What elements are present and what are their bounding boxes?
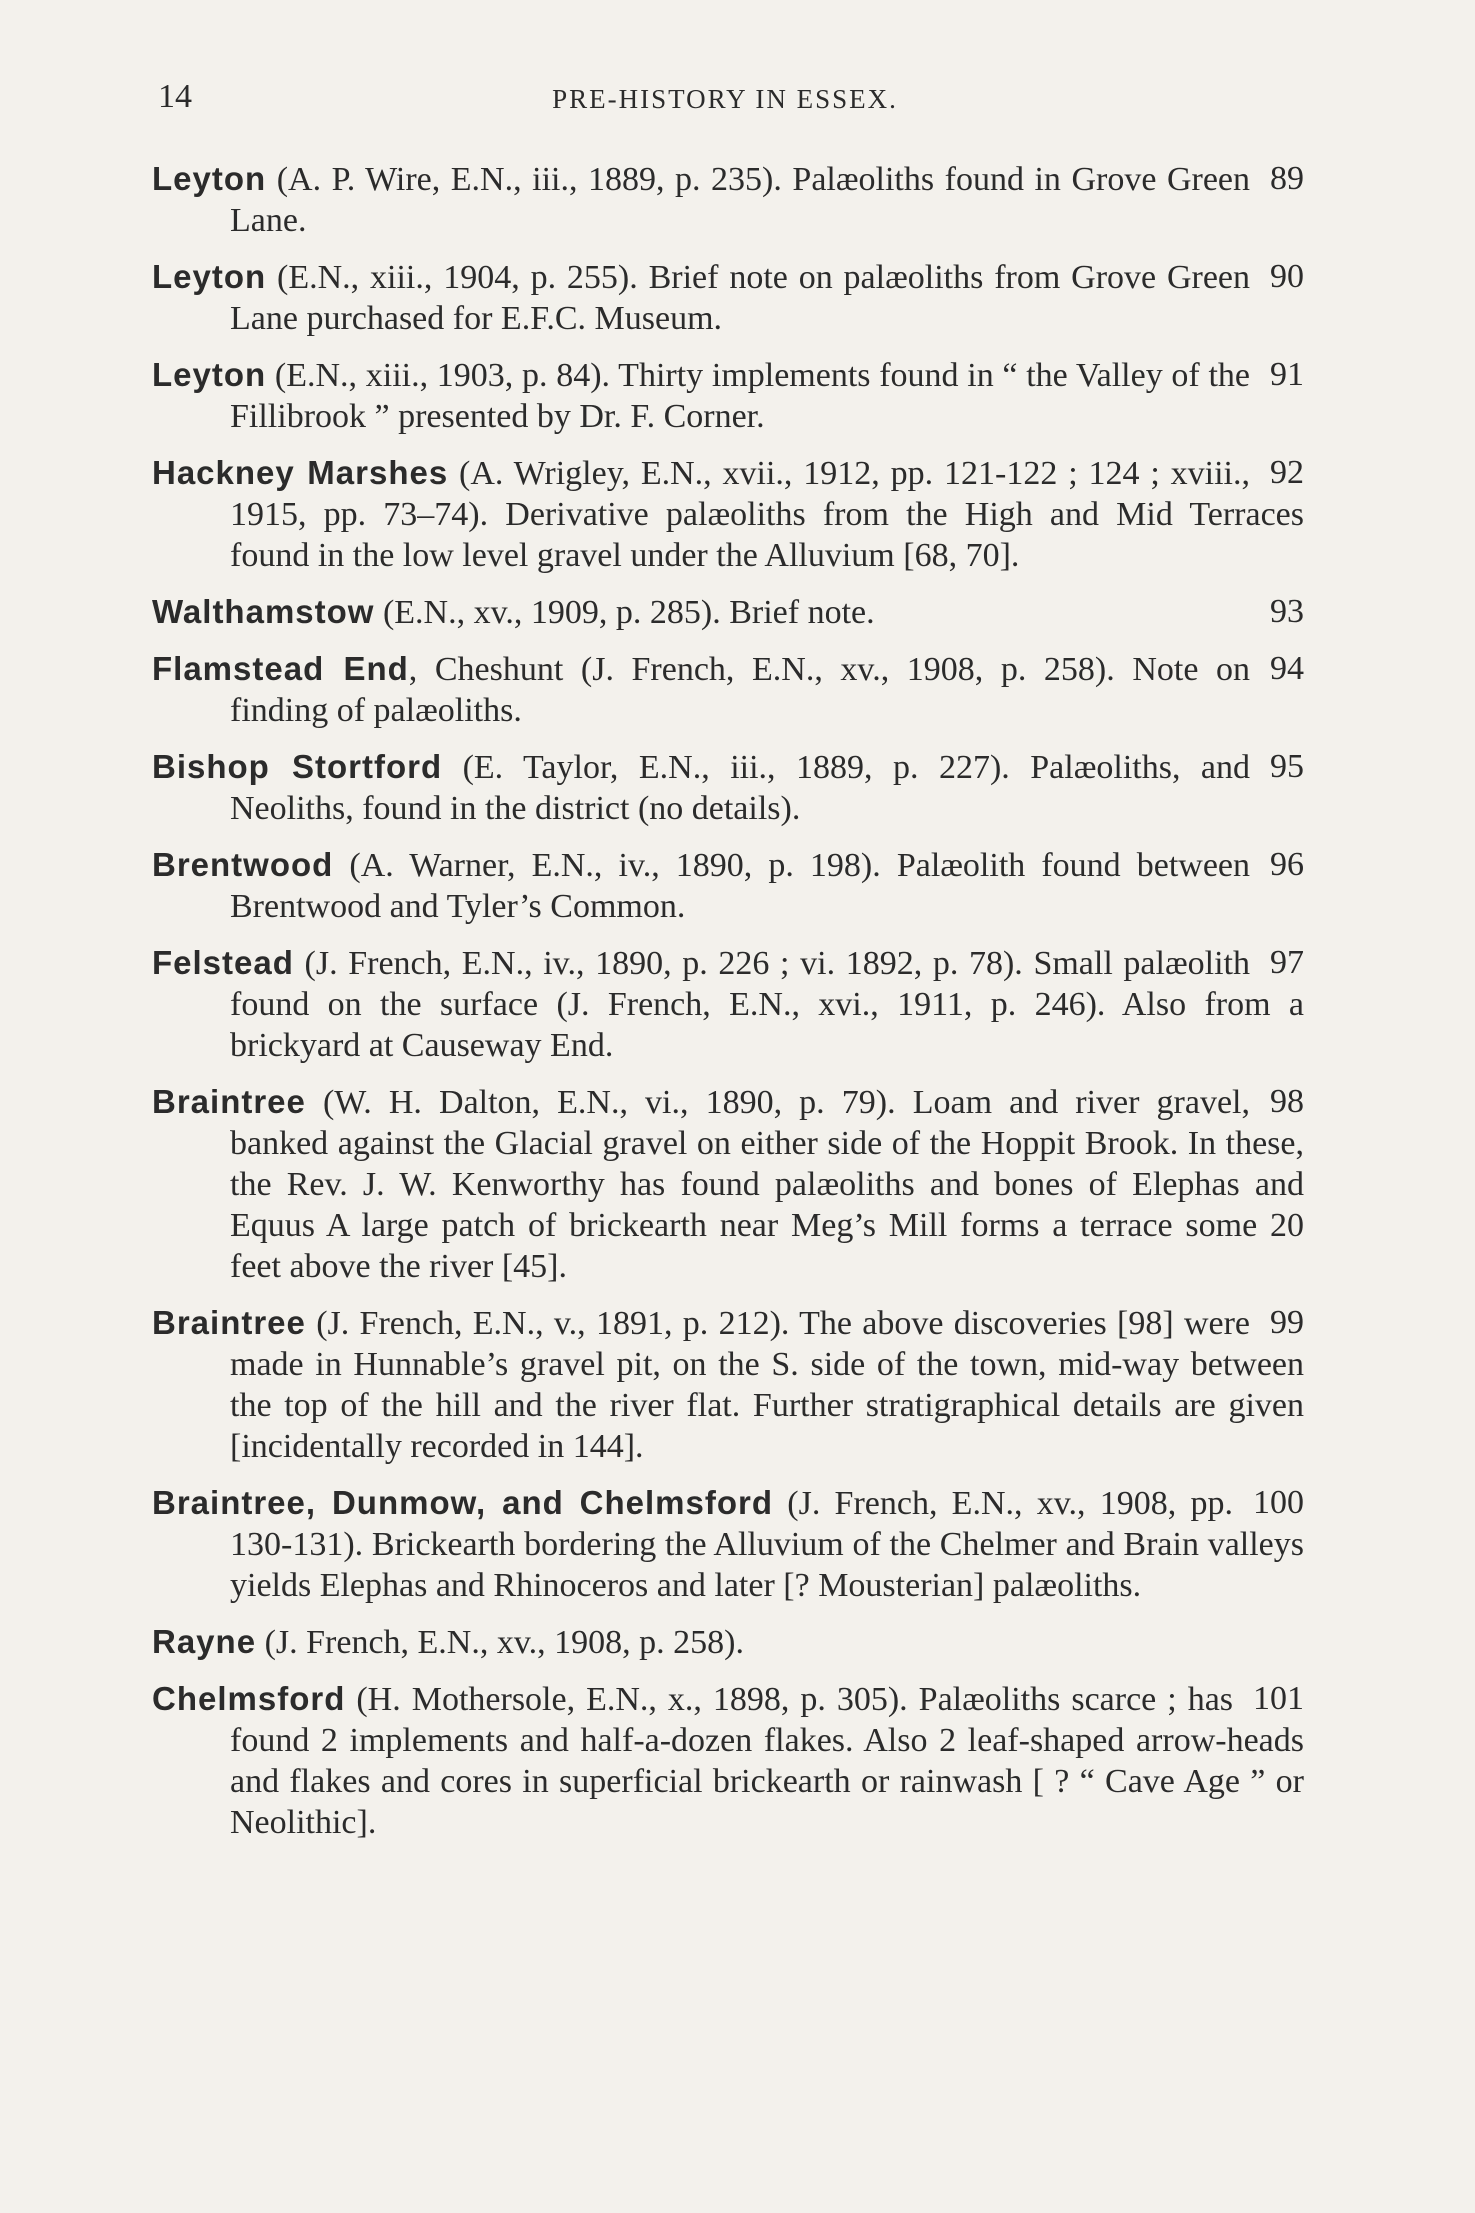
entry-place: Leyton — [152, 258, 267, 295]
entry-text: Thirty implements found in “ the Valley of the Fillibrook ” presented by Dr. F. Corner. — [230, 357, 1251, 435]
entry-place: Brentwood — [152, 846, 334, 883]
entry-text: Palæoliths scarce ; has found 2 implements and half-a-dozen flakes. Also 2 leaf-shaped arrow-heads and flakes and cores in superficial brickearth or rainwash [ ? “ Cave Age ” or Neolithic]. — [230, 1681, 1304, 1841]
entry-ref-number: 94 — [1270, 650, 1304, 687]
entry — [152, 1678, 1304, 1843]
entry-place: Walthamstow — [152, 593, 375, 630]
entry-place: Braintree — [152, 1304, 306, 1341]
entry-text: The above discoveries [98] were made in Hunnable’s gravel pit, on the S. side of the town, mid-way between the top of the hill and the river flat. Further stratigraphical details are given [incidentally recorded in 144]. — [230, 1305, 1304, 1465]
entry-source: (J. French, E.N., v., 1891, p. 212). — [316, 1305, 790, 1342]
entry — [152, 256, 1304, 339]
entry-place: Braintree, Dunmow, and Chelmsford — [152, 1484, 774, 1521]
entry — [152, 844, 1304, 927]
entry-source: (E. Taylor, E.N., iii., 1889, p. 227). — [462, 749, 1010, 786]
entry-ref-number: 100 — [1253, 1484, 1304, 1521]
entry-source: (H. Mothersole, E.N., x., 1898, p. 305). — [356, 1681, 908, 1718]
entry-place: Braintree — [152, 1083, 306, 1120]
page-number: 14 — [158, 78, 192, 115]
entry-ref-number: 92 — [1270, 454, 1304, 491]
entry-ref-number: 95 — [1270, 748, 1304, 785]
page-header — [150, 78, 1300, 128]
entry — [152, 1302, 1304, 1467]
entry-place: Chelmsford — [152, 1680, 346, 1717]
entry-place: Leyton — [152, 356, 267, 393]
entry — [152, 354, 1304, 437]
entry-text: Palæoliths, and Neoliths, found in the district (no details). — [230, 749, 1251, 827]
entry-ref-number: 91 — [1270, 356, 1304, 393]
entry-text: Small palæolith found on the surface (J. French, E.N., xvi., 1911, p. 246). Also from a brickyard at Causeway End. — [230, 945, 1304, 1064]
entry-text: Brief note. — [729, 594, 875, 631]
entry-ref-number: 98 — [1270, 1083, 1304, 1120]
entry-ref-number: 99 — [1270, 1304, 1304, 1341]
entry — [152, 648, 1304, 731]
entry-text: Loam and river gravel, banked against the Glacial gravel on either side of the Hoppit Brook. In these, the Rev. J. W. Kenworthy has found palæoliths and bones of Elephas and Equus A large patch of brickearth near Meg’s Mill forms a terrace some 20 feet above the river [45]. — [230, 1084, 1304, 1285]
entry-place: Bishop Stortford — [152, 748, 443, 785]
entry — [152, 591, 1304, 633]
entry-text: Palæolith found between Brentwood and Tyler’s Common. — [230, 847, 1250, 925]
entry — [152, 1482, 1304, 1606]
entry-source: (A. Wrigley, E.N., xvii., 1912, pp. 121-122 ; 124 ; xviii., 1915, pp. 73–74). — [230, 455, 1250, 533]
entry-place: Rayne — [152, 1623, 257, 1660]
entry-source: , Cheshunt (J. French, E.N., xv., 1908, p. 258). — [408, 651, 1115, 688]
entry-ref-number: 96 — [1270, 846, 1304, 883]
entry-ref-number: 101 — [1253, 1680, 1304, 1717]
entry-text: Note on finding of palæoliths. — [230, 651, 1250, 729]
entry-ref-number: 97 — [1270, 944, 1304, 981]
entry-source: (A. P. Wire, E.N., iii., 1889, p. 235). — [276, 161, 782, 198]
entry-source: (J. French, E.N., iv., 1890, p. 226 ; vi. 1892, p. 78). — [304, 945, 1023, 982]
entry-place: Hackney Marshes — [152, 454, 449, 491]
entry-ref-number: 93 — [1270, 593, 1304, 630]
entry-source: (A. Warner, E.N., iv., 1890, p. 198). — [349, 847, 881, 884]
entry-text: Brief note on palæoliths from Grove Green Lane purchased for E.F.C. Museum. — [230, 259, 1251, 337]
entry — [152, 158, 1304, 241]
entry — [152, 1081, 1304, 1287]
entry-ref-number: 89 — [1270, 160, 1304, 197]
entry-text: Derivative palæoliths from the High and Mid Terraces found in the low level gravel under the Alluvium [68, 70]. — [230, 496, 1304, 574]
entry-source: (J. French, E.N., xv., 1908, pp. 130-131). — [230, 1485, 1233, 1563]
entry-source: (J. French, E.N., xv., 1908, p. 258). — [264, 1624, 744, 1661]
entry-source: (E.N., xiii., 1903, p. 84). — [274, 357, 611, 394]
entry-source: (E.N., xv., 1909, p. 285). — [382, 594, 721, 631]
entry-text: Palæoliths found in Grove Green Lane. — [230, 161, 1250, 239]
entry — [152, 746, 1304, 829]
entry — [152, 942, 1304, 1066]
entry — [152, 1621, 1304, 1663]
entry — [152, 452, 1304, 576]
entry-place: Felstead — [152, 944, 294, 981]
entry-place: Leyton — [152, 160, 267, 197]
entry-ref-number: 90 — [1270, 258, 1304, 295]
entry-text: Brickearth bordering the Alluvium of the Chelmer and Brain valleys yields Elephas and Rhinoceros and later [? Mousterian] palæoliths. — [230, 1526, 1304, 1604]
entry-source: (W. H. Dalton, E.N., vi., 1890, p. 79). — [322, 1084, 896, 1121]
entry-place: Flamstead End — [152, 650, 409, 687]
running-title: PRE-HISTORY IN ESSEX. — [552, 84, 898, 114]
entry-source: (E.N., xiii., 1904, p. 255). — [277, 259, 638, 296]
entry-list — [152, 158, 1304, 1858]
